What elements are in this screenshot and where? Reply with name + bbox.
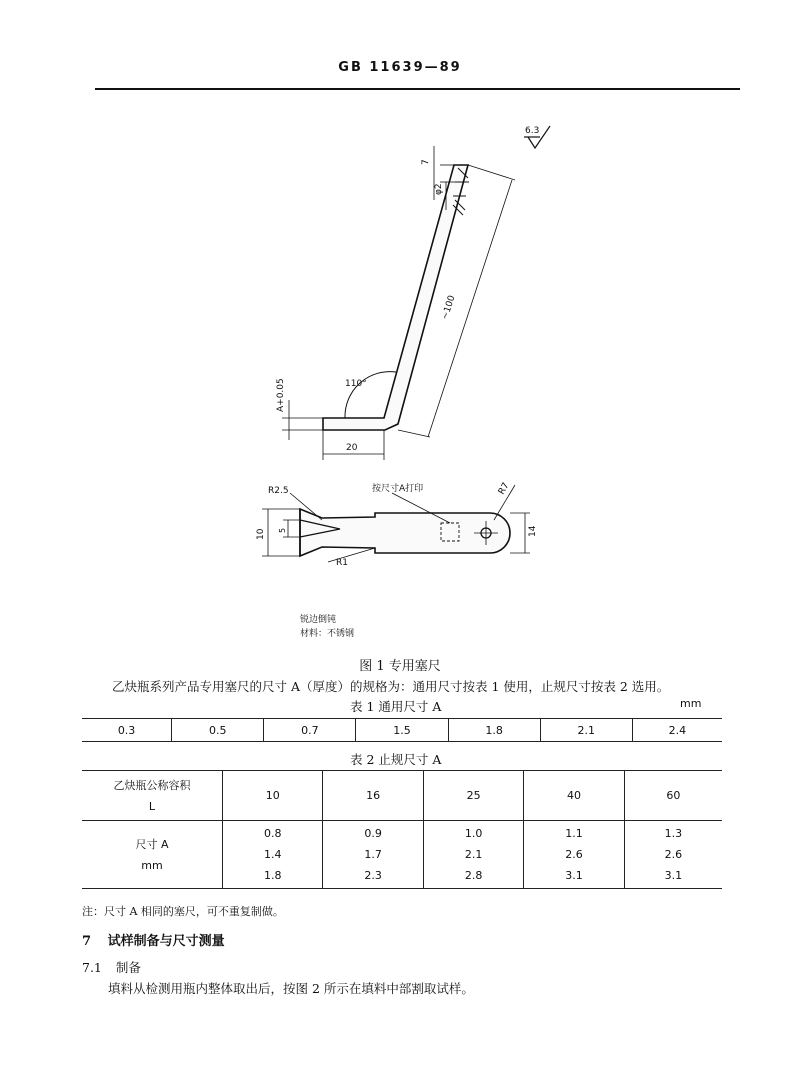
table-1-cell: 1.8	[448, 719, 540, 742]
size-cell: 0.9 1.7 2.3	[323, 821, 423, 889]
body-paragraph: 填料从检测用瓶内整体取出后，按图 2 所示在填料中部割取试样。	[108, 981, 474, 996]
section-title: 试样制备与尺寸测量	[107, 934, 225, 949]
volume-cell: 60	[624, 771, 722, 821]
table-1-cell: 0.3	[82, 719, 172, 742]
dim-5-label: 5	[278, 527, 287, 533]
volume-cell: 16	[323, 771, 423, 821]
thickness-dim-label: A+0.05	[276, 378, 286, 412]
table-note: 注：尺寸 A 相同的塞尺，可不重复制做。	[82, 905, 284, 918]
standard-code-header: GB 11639—89	[338, 60, 462, 75]
subsection-title: 制备	[115, 960, 141, 975]
figure-note-1: 锐边倒钝	[300, 615, 337, 625]
volume-cell: 40	[524, 771, 624, 821]
table-2-title: 表 2 止规尺寸 A	[350, 752, 442, 767]
section-7-1-heading	[82, 958, 141, 976]
figure-note-2: 材料：不锈钢	[300, 629, 355, 639]
volume-cell: 25	[423, 771, 523, 821]
table-2-size-row	[82, 821, 722, 889]
table-1-cell: 0.5	[172, 719, 264, 742]
dim-10-label: 10	[256, 528, 266, 540]
table-1-unit: mm	[680, 697, 702, 710]
dim-7-label: 7	[421, 159, 431, 165]
size-cell: 1.0 2.1 2.8	[423, 821, 523, 889]
table-1	[82, 718, 722, 742]
table-2-volume-row	[82, 771, 722, 821]
size-cell: 1.3 2.6 3.1	[624, 821, 722, 889]
table-1-cell: 2.4	[632, 719, 722, 742]
volume-header: 乙炔瓶公称容积 L	[82, 771, 223, 821]
dim-100-label: ~100	[440, 294, 458, 321]
dim-phi2-label: φ2	[434, 183, 444, 195]
table-1-cell: 0.7	[264, 719, 356, 742]
plan-view	[262, 485, 530, 562]
volume-cell: 10	[223, 771, 323, 821]
table-1-row	[82, 719, 722, 742]
size-cell: 0.8 1.4 1.8	[223, 821, 323, 889]
roughness-label: 6.3	[525, 126, 540, 136]
angle-label: 110°	[345, 379, 367, 389]
dim-20-label: 20	[346, 443, 358, 453]
figure-1-caption: 图 1 专用塞尺	[359, 659, 441, 674]
section-number: 7	[82, 934, 92, 949]
dim-14-label: 14	[528, 525, 538, 537]
table-1-cell: 2.1	[540, 719, 632, 742]
side-view	[282, 146, 515, 460]
r1-label: R1	[336, 558, 348, 568]
size-header: 尺寸 A mm	[82, 821, 223, 889]
subsection-number: 7.1	[82, 960, 102, 975]
r7-label: R7	[496, 481, 512, 497]
stamp-label: 按尺寸A打印	[372, 484, 424, 494]
table-1-title: 表 1 通用尺寸 A	[350, 699, 442, 714]
size-cell: 1.1 2.6 3.1	[524, 821, 624, 889]
section-7-heading	[82, 930, 225, 949]
table-1-cell: 1.5	[356, 719, 448, 742]
intro-paragraph: 乙炔瓶系列产品专用塞尺的尺寸 A（厚度）的规格为：通用尺寸按表 1 使用，止规尺寸按表 2 选用。	[112, 679, 670, 694]
r25-label: R2.5	[268, 486, 289, 496]
table-2	[82, 770, 722, 889]
